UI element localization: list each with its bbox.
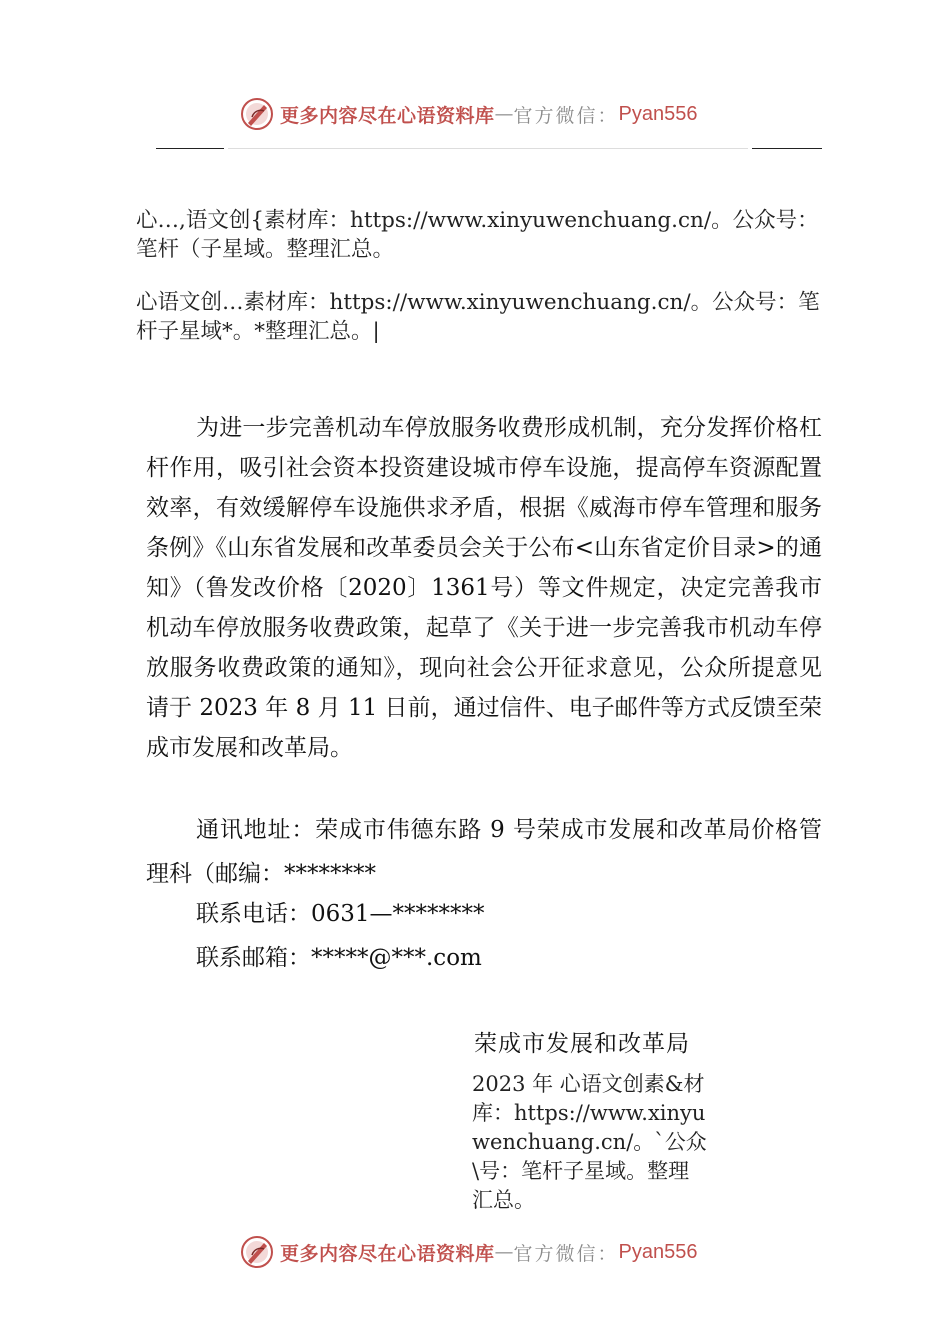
footer-brand: 更多内容尽在心语资料库 xyxy=(280,1242,495,1265)
footer-banner xyxy=(240,1232,698,1272)
footer-handle: Pyan556 xyxy=(618,1240,698,1263)
signature-organization: 荣成市发展和改革局 xyxy=(474,1031,690,1057)
address-paragraph: 通讯地址：荣成市伟德东路 9 号荣成市发展和改革局价格管理科（邮编：******** xyxy=(146,817,822,887)
footer-wechat-label: 官方微信： xyxy=(513,1242,619,1265)
contact-phone: 联系电话：0631—******** xyxy=(196,901,485,927)
header-rule-middle xyxy=(228,148,748,149)
banner-brand: 更多内容尽在心语资料库 xyxy=(280,104,495,127)
header-banner xyxy=(240,94,698,134)
banner-dash: — xyxy=(494,103,514,125)
main-paragraph: 为进一步完善机动车停放服务收费形成机制，充分发挥价格杠杆作用，吸引社会资本投资建设城市停车设施，提高停车资源配置效率，有效缓解停车设施供求矛盾，根据《威海市停车管理和服务条例》《山东省发展和改革委员会关于公布<山东省定价目录>的通知》（鲁发改价格〔2020〕1361号）等文件规定，决定完善我市机动车停放服务收费政策，起草了《关于进一步完善我市机动车停放服务收费政策的通知》，现向社会公开征求意见，公众所提意见请于 2023 年 8 月 11 日前，通过信件、电子邮件等方式反馈至荣成市发展和改革局。 xyxy=(146,415,822,761)
contact-email: 联系邮箱：*****@***.com xyxy=(196,945,482,971)
signature-date-line: 2023 年 心语文创素&材库：https://www.xinyuwenchuang.cn/。`公众\号：笔杆子星域。整理汇总。 xyxy=(472,1072,707,1212)
header-rule-right xyxy=(752,148,822,149)
header-rule-left xyxy=(156,148,224,149)
banner-handle: Pyan556 xyxy=(618,102,698,125)
pen-logo-icon xyxy=(240,1235,274,1269)
source-line-1: 心…,语文创{素材库：https://www.xinyuwenchuang.cn/。公众号：笔杆（子星域。整理汇总。 xyxy=(136,208,819,262)
pen-logo-icon xyxy=(240,97,274,131)
footer-dash: — xyxy=(494,1241,514,1263)
source-line-2: 心语文创…素材库：https://www.xinyuwenchuang.cn/。公众号：笔杆子星域*。*整理汇总。| xyxy=(136,290,820,344)
banner-wechat-label: 官方微信： xyxy=(513,104,619,127)
